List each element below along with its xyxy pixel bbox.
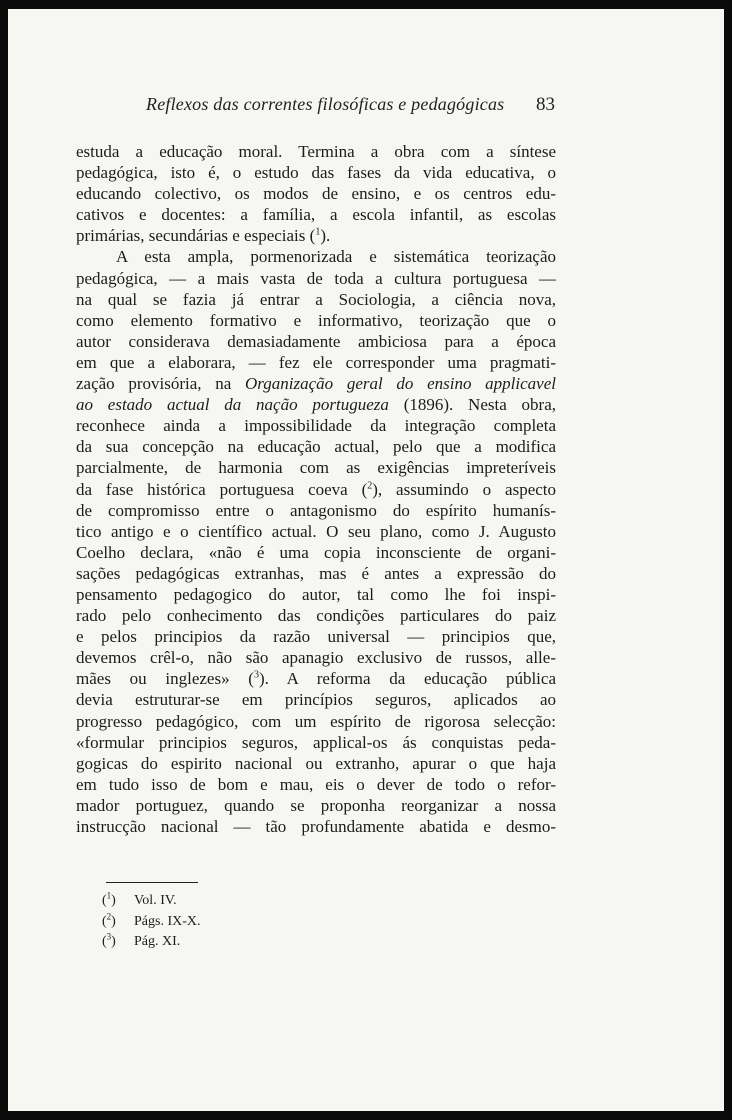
text-line: rado pelo conhecimento das condições particulares do paiz <box>76 606 556 626</box>
text-line: educando colectivo, os modos de ensino, e os centros edu- <box>76 184 556 204</box>
footnote-mark: ($^3$) <box>102 931 116 949</box>
text-segment: ). <box>320 226 331 246</box>
page-number: 83 <box>536 94 555 115</box>
text-segment: zação provisória, na <box>76 374 232 394</box>
footnote-text: Págs. IX-X. <box>134 913 201 929</box>
text-line: autor considerava demasiadamente ambiciosa para a época <box>76 331 556 351</box>
text-line <box>76 479 556 500</box>
text-line <box>76 668 556 689</box>
text-line: parcialmente, de harmonia com as exigências impreteríveis <box>76 458 556 478</box>
text-line: da sua concepção na educação actual, pelo que a modifica <box>76 437 556 457</box>
text-segment: ), assumindo o aspecto <box>372 479 557 499</box>
text-line: pedagógica, — a mais vasta de toda a cultura portuguesa — <box>76 268 556 288</box>
text-segment: primárias, secundárias e especiais ( <box>76 226 316 246</box>
page-header <box>8 94 724 124</box>
book-title-cont: ao estado actual da nação portugueza <box>76 395 389 415</box>
text-segment: (1896). Nesta obra, <box>403 395 557 415</box>
footnote-mark: ($^2$) <box>102 910 116 929</box>
text-line: na qual se fazia já entrar a Sociologia, a ciência nova, <box>76 289 556 309</box>
text-line: «formular principios seguros, applical-os ás conquistas peda- <box>76 732 556 752</box>
text-line: cativos e docentes: a família, a escola infantil, as escolas <box>76 205 556 225</box>
footnote <box>102 932 402 953</box>
text-line: mador portuguez, quando se proponha reorganizar a nossa <box>76 795 556 815</box>
text-segment: ). A reforma da educação pública <box>258 669 557 689</box>
text-line: em que a elaborara, — fez ele corresponder uma pragmati- <box>76 352 556 372</box>
text-line: gogicas do espirito nacional ou extranho, apurar o que haja <box>76 753 556 773</box>
running-title: Reflexos das correntes filosóficas e pedagógicas <box>146 94 505 114</box>
footnotes <box>102 891 402 953</box>
text-line: como elemento formativo e informativo, teorização que o <box>76 310 556 330</box>
text-line: sações pedagógicas extranhas, mas é antes a expressão do <box>76 563 556 583</box>
text-segment: da fase histórica portuguesa coeva ( <box>76 479 368 499</box>
footnote-ref: 2 <box>367 479 373 491</box>
text-line <box>76 225 556 246</box>
footnote <box>102 891 402 912</box>
text-line: em tudo isso de bom e mau, eis o dever de todo o refor- <box>76 774 556 794</box>
footnote-text: Vol. IV. <box>134 893 177 908</box>
book-page <box>8 9 724 1111</box>
footnote-rule <box>106 882 198 883</box>
text-line: de compromisso entre o antagonismo do espírito humanís- <box>76 500 556 520</box>
text-line: tico antigo e o científico actual. O seu plano, como J. Augusto <box>76 521 556 541</box>
text-line: pedagógica, isto é, o estudo das fases da vida educativa, o <box>76 163 556 183</box>
text-line: estuda a educação moral. Termina a obra com a síntese <box>76 142 556 161</box>
text-line <box>76 373 556 394</box>
text-line: progresso pedagógico, com um espírito de rigorosa selecção: <box>76 711 556 731</box>
text-segment: mães ou inglezes» ( <box>76 669 254 689</box>
text-line: pensamento pedagogico do autor, tal como lhe foi inspi- <box>76 584 556 604</box>
text-line <box>76 394 556 415</box>
footnote-ref: 1 <box>315 226 321 238</box>
text-line: devemos crêl-o, não são apanagio exclusivo de russos, alle- <box>76 648 556 668</box>
footnote-text: Pág. XI. <box>134 934 181 949</box>
text-line: reconhece ainda a impossibilidade da integração completa <box>76 416 556 436</box>
text-line: devia estruturar-se em princípios seguros, aplicados ao <box>76 690 556 710</box>
text-line: instrucção nacional — tão profundamente abatida e desmo- <box>76 817 556 836</box>
body-text <box>76 141 556 837</box>
text-line: A esta ampla, pormenorizada e sistemática teorização <box>116 247 556 267</box>
footnote-ref: 3 <box>253 669 259 681</box>
text-line: e pelos principios da razão universal — principios que, <box>76 627 556 647</box>
footnote <box>102 912 402 933</box>
book-title: Organização geral do ensino applicavel <box>245 374 556 394</box>
text-line: Coelho declara, «não é uma copia inconsciente de organi- <box>76 542 556 562</box>
footnote-mark: ($^1$) <box>102 890 116 908</box>
